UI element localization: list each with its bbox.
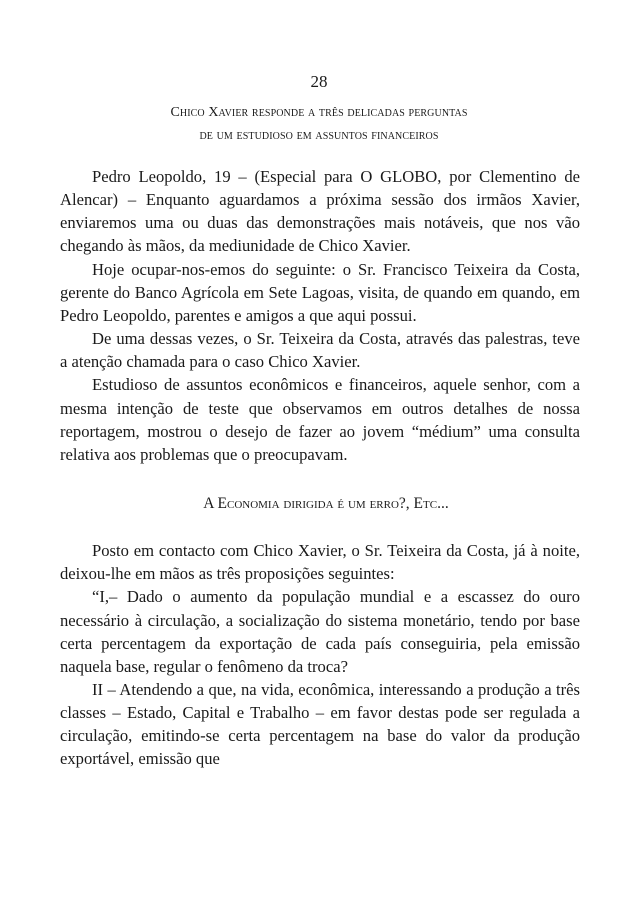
paragraph: Estudioso de assuntos econômicos e financeiros, aquele senhor, com a mesma intenção de teste que observamos em outros detalhes de nossa reportagem, mostrou o desejo de fazer ao jovem “médium” uma consulta relativa aos problemas que o preocupavam. xyxy=(60,375,580,464)
page-number: 28 xyxy=(310,72,328,91)
article-title-line-1: Chico Xavier responde a três delicadas perguntas xyxy=(170,105,468,120)
article-title xyxy=(0,101,638,147)
paragraph: Pedro Leopoldo, 19 – (Especial para O GLOBO, por Clementino de Alencar) – Enquanto aguardamos a próxima sessão dos irmãos Xavier, enviaremos uma ou duas das demonstrações mais notáveis, que nos vão chegando às mãos, da mediunidade de Chico Xavier. xyxy=(60,167,580,256)
section-heading: A Economia dirigida é um erro?, Etc... xyxy=(203,495,449,513)
paragraph: Hoje ocupar-nos-emos do seguinte: o Sr. Francisco Teixeira da Costa, gerente do Banco Agrícola em Sete Lagoas, visita, de quando em quando, em Pedro Leopoldo, parentes e amigos a que aqui possui. xyxy=(60,259,580,325)
paragraph: “I,– Dado o aumento da população mundial e a escassez do ouro necessário à circulação, a socialização do sistema monetário, tendo por base certa percentagem da exportação de cada país conseguiria, pela emissão naquela base, regular o fenômeno da troca? xyxy=(60,587,580,676)
paragraph: De uma dessas vezes, o Sr. Teixeira da Costa, através das palestras, teve a atenção chamada para o caso Chico Xavier. xyxy=(60,329,580,372)
paragraph: Posto em contacto com Chico Xavier, o Sr. Teixeira da Costa, já à noite, deixou-lhe em mãos as três proposições seguintes: xyxy=(60,541,580,584)
paragraph: II – Atendendo a que, na vida, econômica, interessando a produção a três classes – Estado, Capital e Trabalho – em favor destas pode ser regulada a circulação, emitindo-se certa percentagem na base do valor da produção exportável, emissão que xyxy=(60,679,580,769)
article-body xyxy=(60,165,580,771)
article-title-line-2: de um estudioso em assuntos financeiros xyxy=(199,128,439,143)
